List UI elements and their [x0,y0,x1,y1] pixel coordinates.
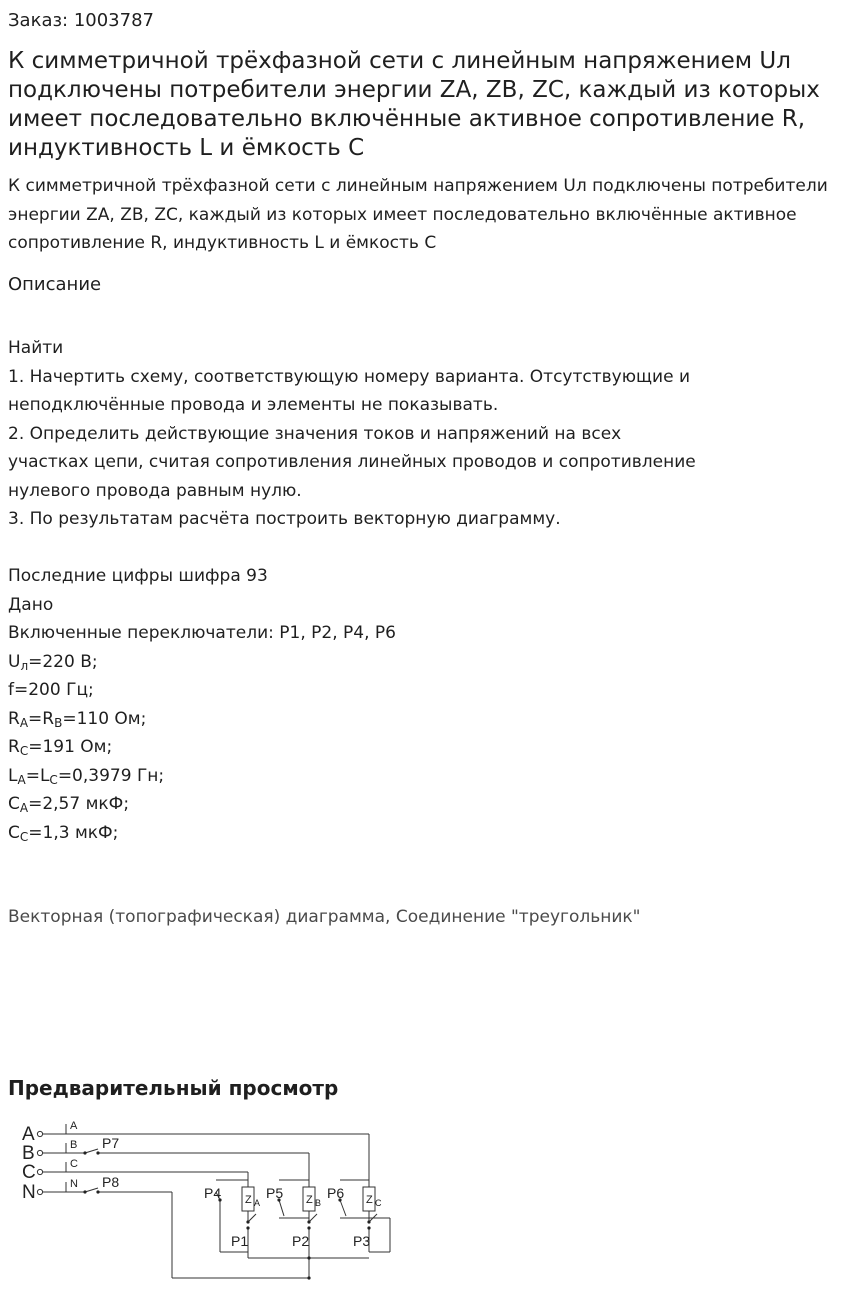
load-label-zb-sub: B [315,1198,322,1208]
description-heading: Описание [8,274,102,295]
switch-label-p8: P8 [102,1174,120,1190]
switch-label-p6: P6 [327,1185,345,1201]
lead-paragraph: К симметричной трёхфазной сети с линейным напряжением Uл подключены потребители энергии ZA, ZB, ZC, каждый из которых имеет последовательно включённые активное сопротивление R, индуктивность L и ёмкость C [8,176,828,253]
find-label: Найти [8,338,64,358]
phase-label-a: A [22,1124,35,1145]
rc-value: =191 Ом; [28,737,113,757]
ca-symbol: C [8,794,20,814]
l-c-subscript: C [49,772,58,787]
voltage-symbol: U [8,651,21,672]
order-number: Заказ: 1003787 [8,10,154,31]
circuit-diagram [12,1110,398,1286]
l-equals: =L [25,765,50,786]
switch-label-p4: P4 [204,1185,222,1201]
frequency-line: f=200 Гц; [8,680,94,700]
switches-line: Включенные переключатели: P1, P2, P4, P6 [8,623,396,643]
tags-line: Векторная (топографическая) диаграмма, Соединение "треугольник" [8,907,641,927]
l-a-subscript: A [17,772,26,787]
phase-label-n: N [22,1182,36,1203]
current-label-c: C [70,1158,78,1170]
voltage-subscript: л [20,658,29,673]
r-value: =110 Ом; [62,708,147,729]
task-item-1-cont: неподключённые провода и элементы не показывать. [8,395,499,415]
task-item-2: 2. Определить действующие значения токов и напряжений на всех [8,423,622,444]
current-label-n: N [70,1178,78,1190]
task-item-1: 1. Начертить схему, соответствующую номеру варианта. Отсутствующие и [8,366,691,387]
terminal-c [37,1169,42,1174]
terminal-n [37,1189,42,1194]
cc-symbol: C [8,822,20,843]
circuit-wires [37,1124,390,1278]
r-equals: =R [28,708,55,729]
cipher-line: Последние цифры шифра 93 [8,566,268,586]
l-value: =0,3979 Гн; [57,765,165,786]
switch-label-p2: P2 [292,1233,310,1249]
resistance-ab-line [8,705,838,734]
switch-label-p3: P3 [353,1233,371,1249]
load-label-z: Z [306,1194,313,1206]
phase-label-c: C [22,1162,36,1183]
r-b-subscript: B [54,715,63,730]
switch-label-p7: P7 [102,1135,120,1151]
given-label: Дано [8,594,54,615]
capacitance-a-line [8,790,838,819]
preview-heading: Предварительный просмотр [8,1076,339,1100]
load-label-z: Z [245,1194,252,1206]
circuit-dots [83,1151,370,1279]
capacitance-c-line [8,819,838,848]
switch-label-p1: P1 [231,1233,249,1249]
current-label-a: A [70,1120,78,1132]
resistance-c-line [8,733,838,762]
ca-value: =2,57 мкФ; [28,794,130,814]
r-a-subscript: A [19,715,29,730]
rc-subscript: C [19,744,29,758]
inductance-line [8,762,838,791]
cc-value: =1,3 мкФ; [28,822,119,843]
current-label-b: B [70,1139,78,1151]
terminal-a [37,1131,42,1136]
voltage-value: =220 В; [28,651,98,672]
terminal-b [37,1150,42,1155]
load-label-za-sub: A [254,1198,261,1208]
circuit-preview-image [12,1110,398,1286]
cc-subscript: C [19,829,29,844]
page-title: К симметричной трёхфазной сети с линейным напряжением Uл подключены потребители энергии ZA, ZB, ZC, каждый из которых имеет последовательно включённые активное сопротивление R, индуктивность L и ёмкость C [8,48,820,161]
l-symbol: L [8,765,18,786]
switch-label-p5: P5 [266,1185,284,1201]
task-item-2-cont: участках цепи, считая сопротивления линейных проводов и сопротивление [8,452,696,472]
ca-subscript: A [19,801,29,815]
r-symbol: R [8,708,20,729]
voltage-line [8,648,838,677]
load-label-z: Z [366,1194,373,1206]
phase-label-b: B [22,1143,35,1164]
load-label-zc-sub: C [375,1198,382,1208]
spacer [8,534,838,563]
task-item-2-cont2: нулевого провода равным нулю. [8,480,302,501]
task-item-3: 3. По результатам расчёта построить векторную диаграмму. [8,509,561,529]
task-description [8,334,838,847]
rc-symbol: R [8,737,20,757]
